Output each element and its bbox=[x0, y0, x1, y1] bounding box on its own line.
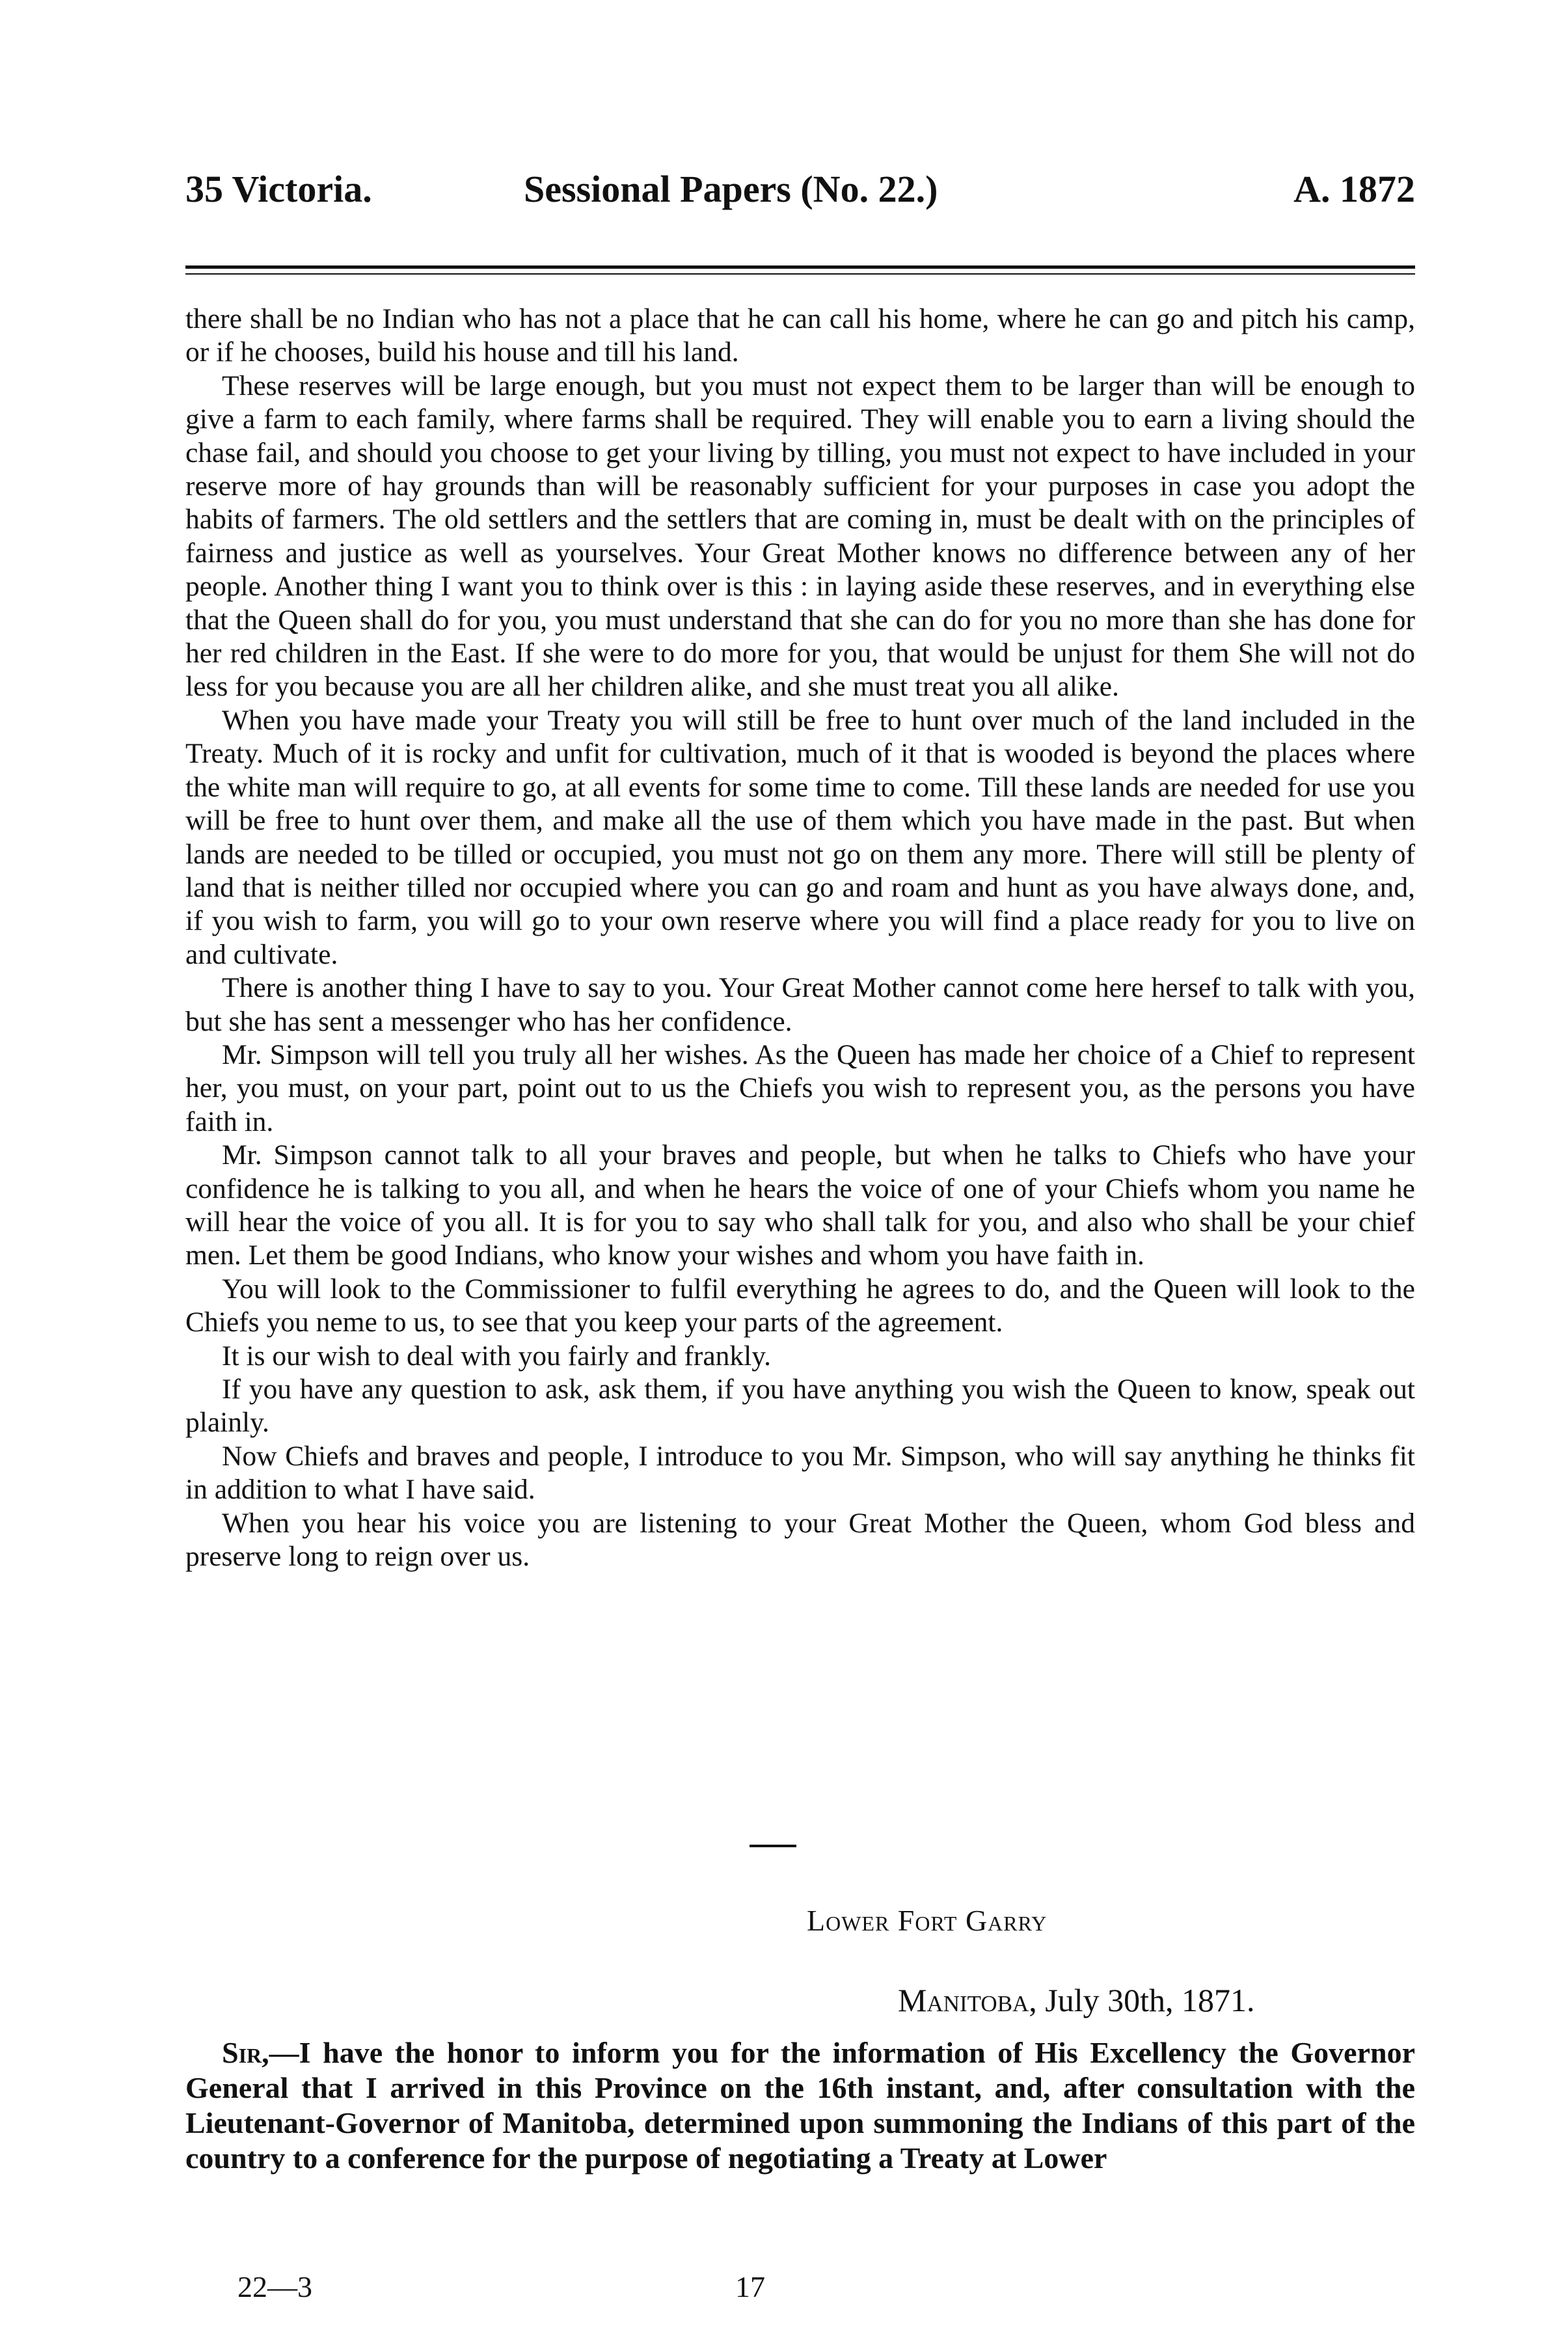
paragraph: These reserves will be large enough, but you must not expect them to be larger than will be enough to give a farm to each family, where farms shall be required. They will enable you to earn a living should the chase fail, and should you choose to get your living by tilling, you must not expect to have included in your reserve more of hay grounds than will be reasonably sufficient for your purposes in case you adopt the habits of farmers. The old settlers and the settlers that are coming in, must be dealt with on the principles of fairness and justice as well as yourselves. Your Great Mother knows no difference between any of her people. Another thing I want you to think over is this : in laying aside these reserves, and in everything else that the Queen shall do for you, you must understand that she can do for you no more than she has done for her red children in the East. If she were to do more for you, that would be unjust for them She will not do less for you because you are all her children alike, and she must treat you all alike. bbox=[185, 370, 1415, 703]
running-header bbox=[185, 157, 1415, 229]
header-volume: 35 Victoria. bbox=[185, 168, 372, 210]
paragraph: there shall be no Indian who has not a place that he can call his home, where he can go and pitch his camp, or if he chooses, build his house and till his land. bbox=[185, 303, 1415, 368]
paragraph: When you have made your Treaty you will still be free to hunt over much of the land included in the Treaty. Much of it is rocky and unfit for cultivation, much of it that is wooded is beyond the places where the white man will require to go, at all events for some time to come. Till these lands are needed for use you will be free to hunt over them, and make all the use of them which you have made in the past. But when lands are needed to be tilled or occupied, you must not go on them any more. There will still be plenty of land that is neither tilled nor occupied where you can go and roam and hunt as you have always done, and, if you wish to farm, you will go to your own reserve where you will find a place ready for you to live on and cultivate. bbox=[185, 704, 1415, 970]
header-rule-thin bbox=[185, 273, 1415, 275]
paragraph: Mr. Simpson cannot talk to all your braves and people, but when he talks to Chiefs who have your confidence he is talking to you all, and when he hears the voice of one of your Chiefs whom you name he will hear the voice of you all. It is for you to say who shall talk for you, and also who shall be your chief men. Let them be good Indians, who know your wishes and whom you have faith in. bbox=[185, 1139, 1415, 1271]
paragraph: There is another thing I have to say to you. Your Great Mother cannot come here hersef to talk with you, but she has sent a messenger who has her confidence. bbox=[185, 972, 1415, 1037]
header-title: Sessional Papers (No. 22.) bbox=[524, 168, 938, 210]
page-number: 17 bbox=[735, 2270, 765, 2303]
paragraph: It is our wish to deal with you fairly and frankly. bbox=[222, 1340, 772, 1372]
paragraph: When you hear his voice you are listening to your Great Mother the Queen, whom God bless and preserve long to reign over us. bbox=[185, 1507, 1415, 1573]
letter-text: —I have the honor to inform you for the information of His Excellency the Governor General that I arrived in this Province on the 16th instant, and, after consultation with the Lieutenant-Governor of Manitoba, determined upon summoning the Indians of this part of the country to a conference for the purpose of negotiating a Treaty at Lower bbox=[185, 2036, 1415, 2175]
section-separator bbox=[750, 1845, 796, 1847]
letter-date-place: Manitoba, bbox=[898, 1982, 1037, 2018]
header-rule-thick bbox=[185, 265, 1415, 269]
paragraph: Mr. Simpson will tell you truly all her wishes. As the Queen has made her choice of a Chief to represent her, you must, on your part, point out to us the Chiefs you wish to represent you, as the persons you have faith in. bbox=[185, 1038, 1415, 1137]
letter-body bbox=[185, 2035, 1415, 2176]
header-year: A. 1872 bbox=[1293, 168, 1415, 210]
speech-text bbox=[185, 303, 1415, 1573]
letter-paragraph bbox=[185, 2035, 1415, 2176]
page-footer bbox=[185, 2270, 1415, 2309]
letter-dateline bbox=[898, 1981, 1255, 2019]
letter-date: July 30th, 1871. bbox=[1045, 1982, 1255, 2018]
footer-signature: 22—3 bbox=[237, 2270, 312, 2303]
paragraph: You will look to the Commissioner to fulfil everything he agrees to do, and the Queen will look to the Chiefs you neme to us, to see that you keep your parts of the agreement. bbox=[185, 1273, 1415, 1338]
paragraph: Now Chiefs and braves and people, I introduce to you Mr. Simpson, who will say anything he thinks fit in addition to what I have said. bbox=[185, 1440, 1415, 1506]
paragraph: If you have any question to ask, ask them, if you have anything you wish the Queen to know, speak out plainly. bbox=[185, 1374, 1415, 1439]
letter-place: Lower Fort Garry bbox=[807, 1904, 1048, 1937]
letter-salutation: Sir, bbox=[222, 2036, 269, 2069]
